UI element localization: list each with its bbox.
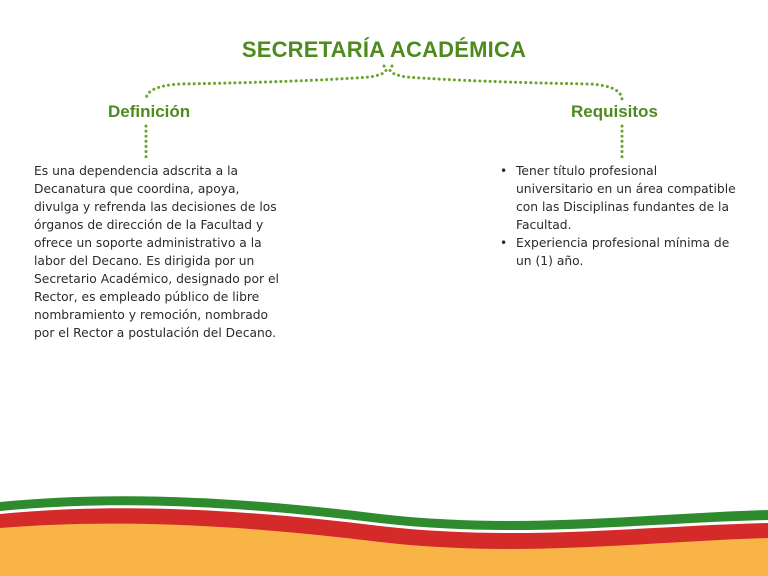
bracket-left-arm xyxy=(146,66,386,100)
decorative-waves xyxy=(0,480,768,576)
bullet-icon: • xyxy=(500,164,508,178)
requirements-list xyxy=(498,162,738,270)
requirement-item xyxy=(498,162,738,234)
requirement-text: Tener título profesional universitario en un área compatible con las Disciplinas fundantes de la Facultad. xyxy=(516,164,736,232)
requirement-text: Experiencia profesional mínima de un (1) año. xyxy=(516,236,730,268)
requirements-heading: Requisitos xyxy=(571,102,658,121)
bullet-icon: • xyxy=(500,236,508,250)
definition-text: Es una dependencia adscrita a la Decanatura que coordina, apoya, divulga y refrenda las decisiones de los órganos de dirección de la Facultad y ofrece un soporte administrativo a la labor del Decano. Es dirigida por un Secretario Académico, designado por el Rector, es empleado público de libre nombramiento y remoción, nombrado por el Rector a postulación del Decano. xyxy=(34,164,279,340)
definition-heading: Definición xyxy=(108,102,191,121)
requirement-item xyxy=(498,234,738,270)
page-title: SECRETARÍA ACADÉMICA xyxy=(241,37,527,62)
bracket-connector xyxy=(0,0,768,170)
bracket-right-arm xyxy=(390,66,622,100)
